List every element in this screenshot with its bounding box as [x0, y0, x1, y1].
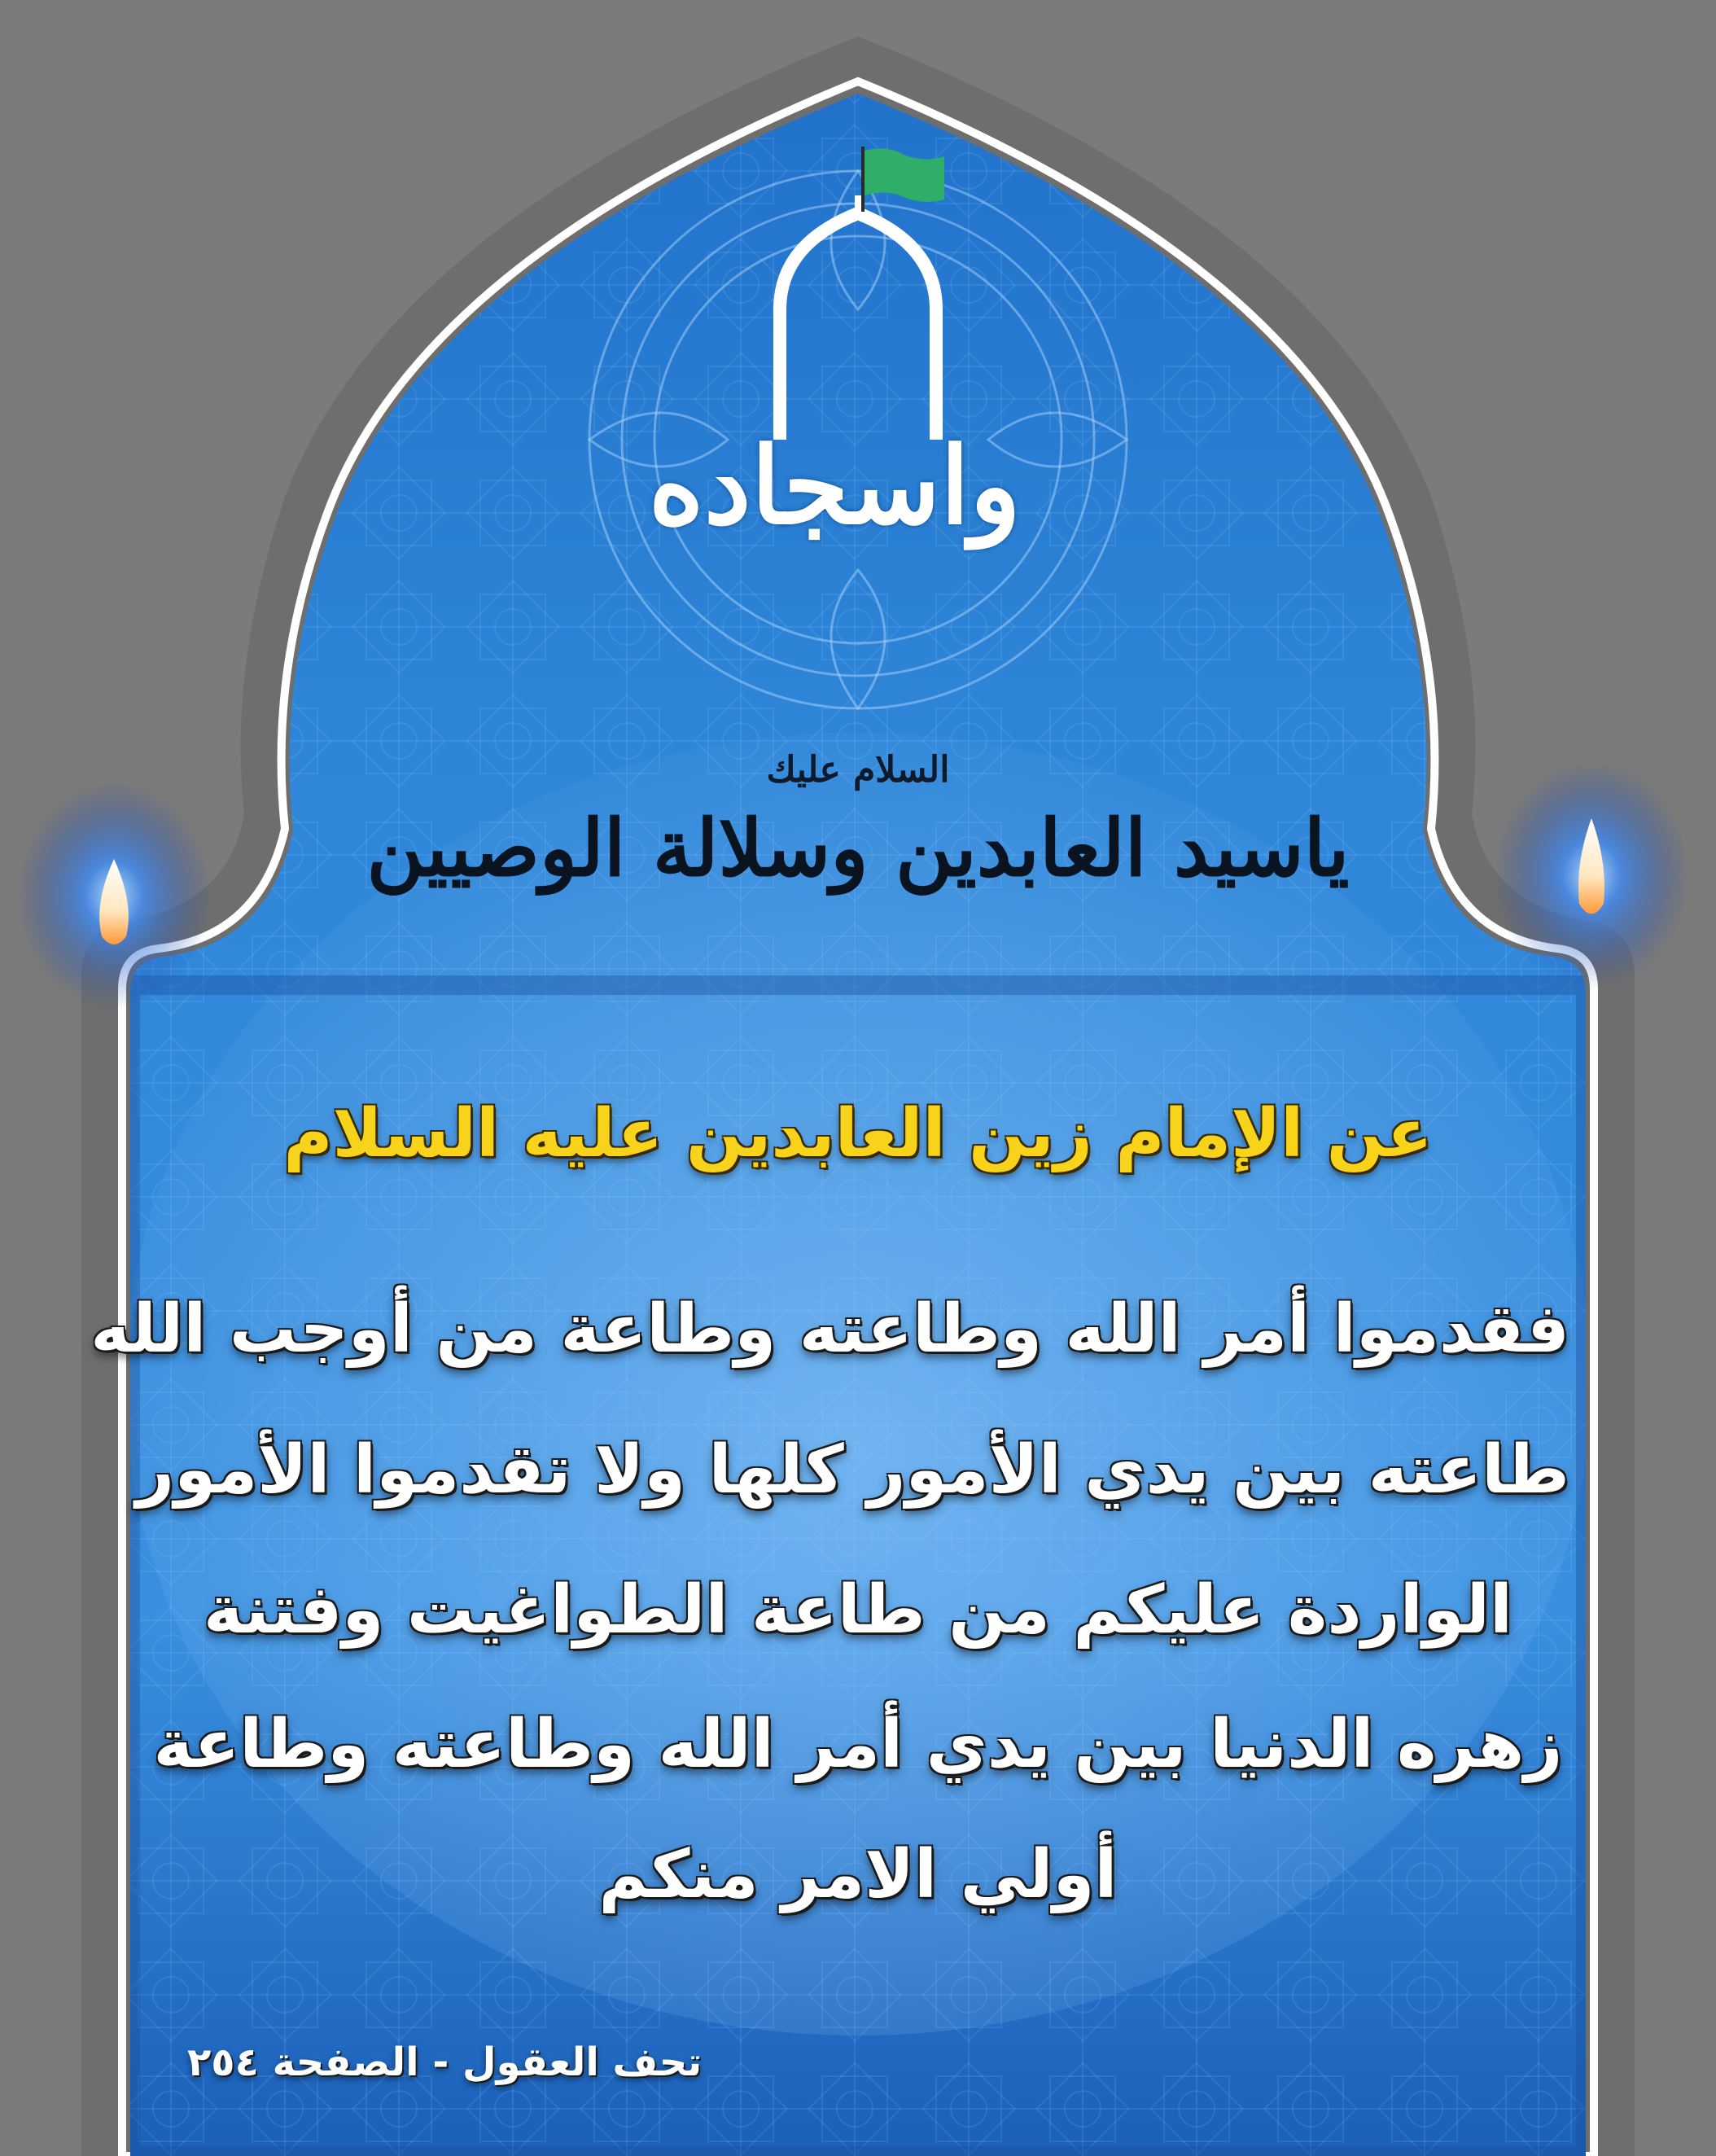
quote-line-4: زهره الدنيا بين يدي أمر الله وطاعته وطاعة: [153, 1706, 1563, 1783]
heading: عن الإمام زين العابدين عليه السلام: [283, 1095, 1433, 1172]
calligraphy-top: واسجاده: [648, 423, 1021, 548]
quote-line-5: أولي الامر منكم: [598, 1836, 1118, 1913]
candle-flame-icon: [1494, 761, 1689, 989]
quote-line-1: فقدموا أمر الله وطاعته وطاعة من أوجب الله: [90, 1291, 1569, 1368]
calligraphy-main: ياسيد العابدين وسلالة الوصيين: [366, 802, 1350, 894]
candle-flame-icon: [16, 782, 212, 1010]
quote-line-2: طاعته بين يدي الأمور كلها ولا تقدموا الأمور: [135, 1431, 1569, 1509]
quote-line-3: الواردة عليكم من طاعة الطواغيت وفتنة: [203, 1571, 1513, 1649]
calligraphy-small: السلام عليك: [766, 749, 950, 791]
source-citation: تحف العقول - الصفحة ٢٥٤: [187, 2040, 703, 2085]
